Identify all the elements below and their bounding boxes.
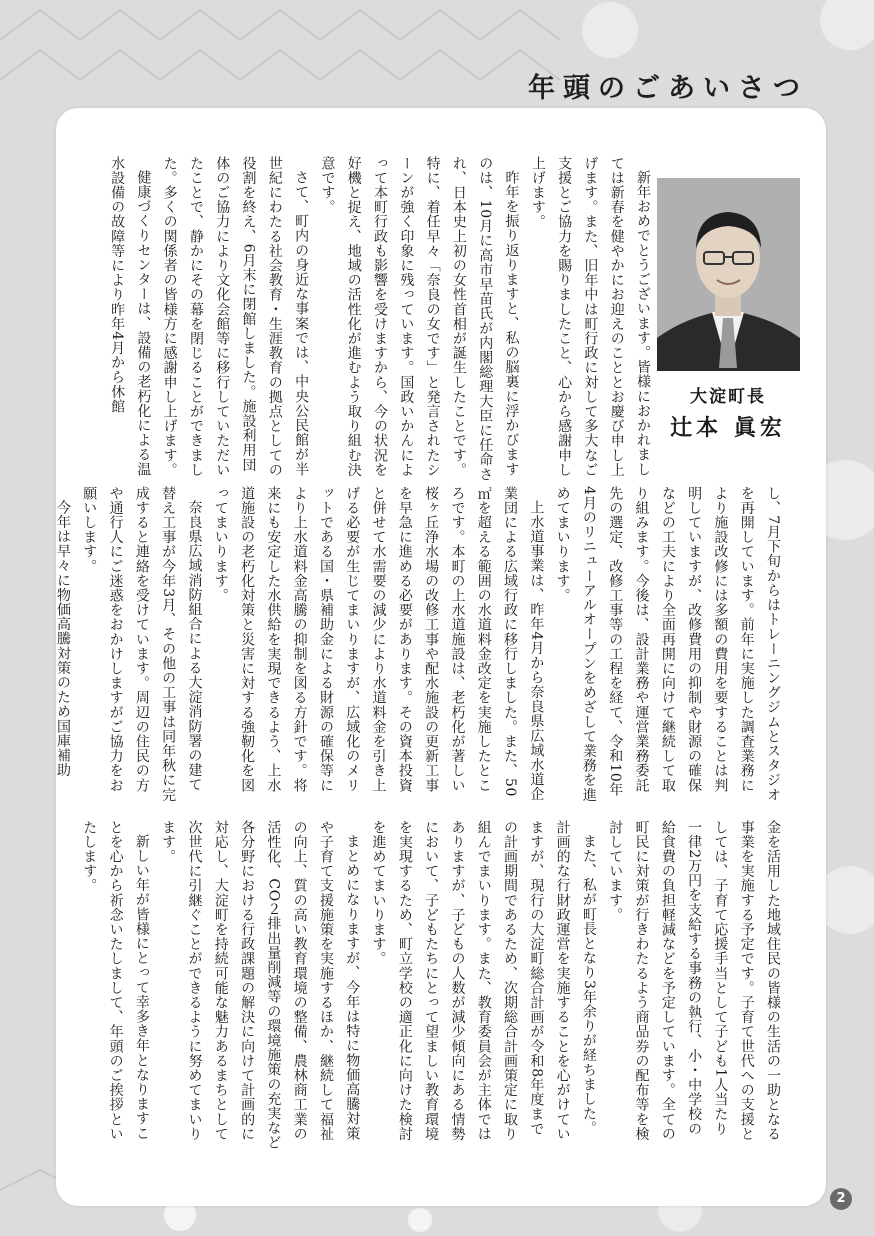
mayor-role: 大淀町長 (690, 387, 766, 407)
page-title: 年頭のごあいさつ (528, 73, 808, 104)
paragraph: 新年おめでとうございます。皆様におかれましては新春を健やかにお迎えのこととお慶び申し上げます。また、旧年中は町行政に対して多大なご支援とご協力を賜りましたこと、心から感謝申し上げます。 (529, 156, 651, 478)
body-section-1 (104, 156, 656, 486)
paragraph: さて、町内の身近な事案では、中央公民館が半世紀にわたる社会教育・生涯教育の拠点としての役割を終え、6月末に閉館しました。施設利用団体のご協力により文化会館等に移行していただいたことで、静かにその幕を閉じることができました。多くの関係者の皆様方に感謝申し上げます。 (161, 156, 310, 478)
mayor-name: 辻本 眞宏 (670, 415, 786, 441)
mayor-caption (640, 382, 816, 442)
paragraph: 昨年を振り返りますと、私の脳裏に浮かびますのは、10月に高市早苗氏が内閣総理大臣に任命され、日本史上初の女性首相が誕生したことです。特に、着任早々「奈良の女です」と発言されたシーンが強く印象に残っています。国政いかんによって本町行政も影響を受けますから、今の状況を好機と捉え、地域の活性化が進むよう取り組む決意です。 (319, 156, 520, 482)
paragraph: 今年は早々に物価高騰対策のため国庫補助 (54, 500, 71, 778)
paragraph: 奈良県広域消防組合による大淀消防署の建て替え工事が今年3月、その他の工事は同年秋に完成すると連絡を受けています。周辺の住民の方や通行人にご迷惑をおかけしますがご協力をお願いします。 (81, 486, 203, 803)
paragraph: 健康づくりセンターは、設備の老朽化による温水設備の故障等により昨年4月から休館 (109, 156, 152, 477)
body-section-2 (54, 486, 786, 806)
paragraph: また、私が町長となり3年余りが経ちました。計画的な行財政運営を実施することを心がけていますが、現行の大淀町総合計画が令和8年度までの計画期間であるため、次期総合計画策定に取り組んでまいります。また、教育委員会が主体ではありますが、子どもの人数が減少傾向にある情勢において、子どもたちにとって望ましい教育環境を実現するため、町立学校の適正化に向けた検討を進めてまいります。 (370, 820, 597, 1142)
paragraph: 上水道事業は、昨年4月から奈良県広域水道企業団による広域行政に移行しました。また、50㎡を超える範囲の水道料金改定を実施したところです。本町の上水道施設は、老朽化が著しい桜ヶ丘浄水場の改修工事や配水施設の更新工事を早急に進める必要があります。その資本投資と併せて水需要の減少により水道料金を引き上げる必要が生じてまいりますが、広域化のメリットである国・県補助金による財源の確保等により上水道料金高騰の抑制を図る方針です。将来にも安定した水供給を実現できるよう、上水道施設の老朽化対策と災害に対する強靭化を図ってまいります。 (212, 486, 545, 802)
paragraph: まとめになりますが、今年は特に物価高騰対策や子育て支援施策を実施するほか、継続して福祉の向上、質の高い教育環境の整備、農林商工業の活性化、CO２排出量削減等の環境施策の充実など各分野における行政課題の解決に向けて計画的に対応し、大淀町を持続可能な魅力あるまちとして次世代に引継ぐことができるように努めてまいります。 (160, 820, 361, 1150)
mayor-portrait (657, 178, 800, 371)
page-number: 2 (830, 1188, 852, 1210)
paragraph: 金を活用した地域住民の皆様の生活の一助となる事業を実施する予定です。子育て世代への支援としては、子育て応援手当として子ども1人当たり一律2万円を支給する事務の執行、小・中学校の給食費の負担軽減などを予定しています。全ての町民に対策が行きわたるよう商品券の配布等を検討しています。 (607, 820, 781, 1142)
body-section-3 (81, 820, 786, 1150)
paragraph: し、7月下旬からはトレーニングジムとスタジオを再開しています。前年に実施した調査業務により施設改修には多額の費用を要することは判明していますが、改修費用の抑制や財源の確保などの工夫により全面再開に向けて継続して取り組みます。今後は、設計業務や運営業務委託先の選定、改修工事等の工程を経て、令和10年4月のリニューアルオープンをめざして業務を進めてまいります。 (554, 486, 781, 803)
paragraph: 新しい年が皆様にとって幸多き年となりますことを心から祈念いたしまして、年頭のご挨拶といたします。 (81, 820, 150, 1142)
